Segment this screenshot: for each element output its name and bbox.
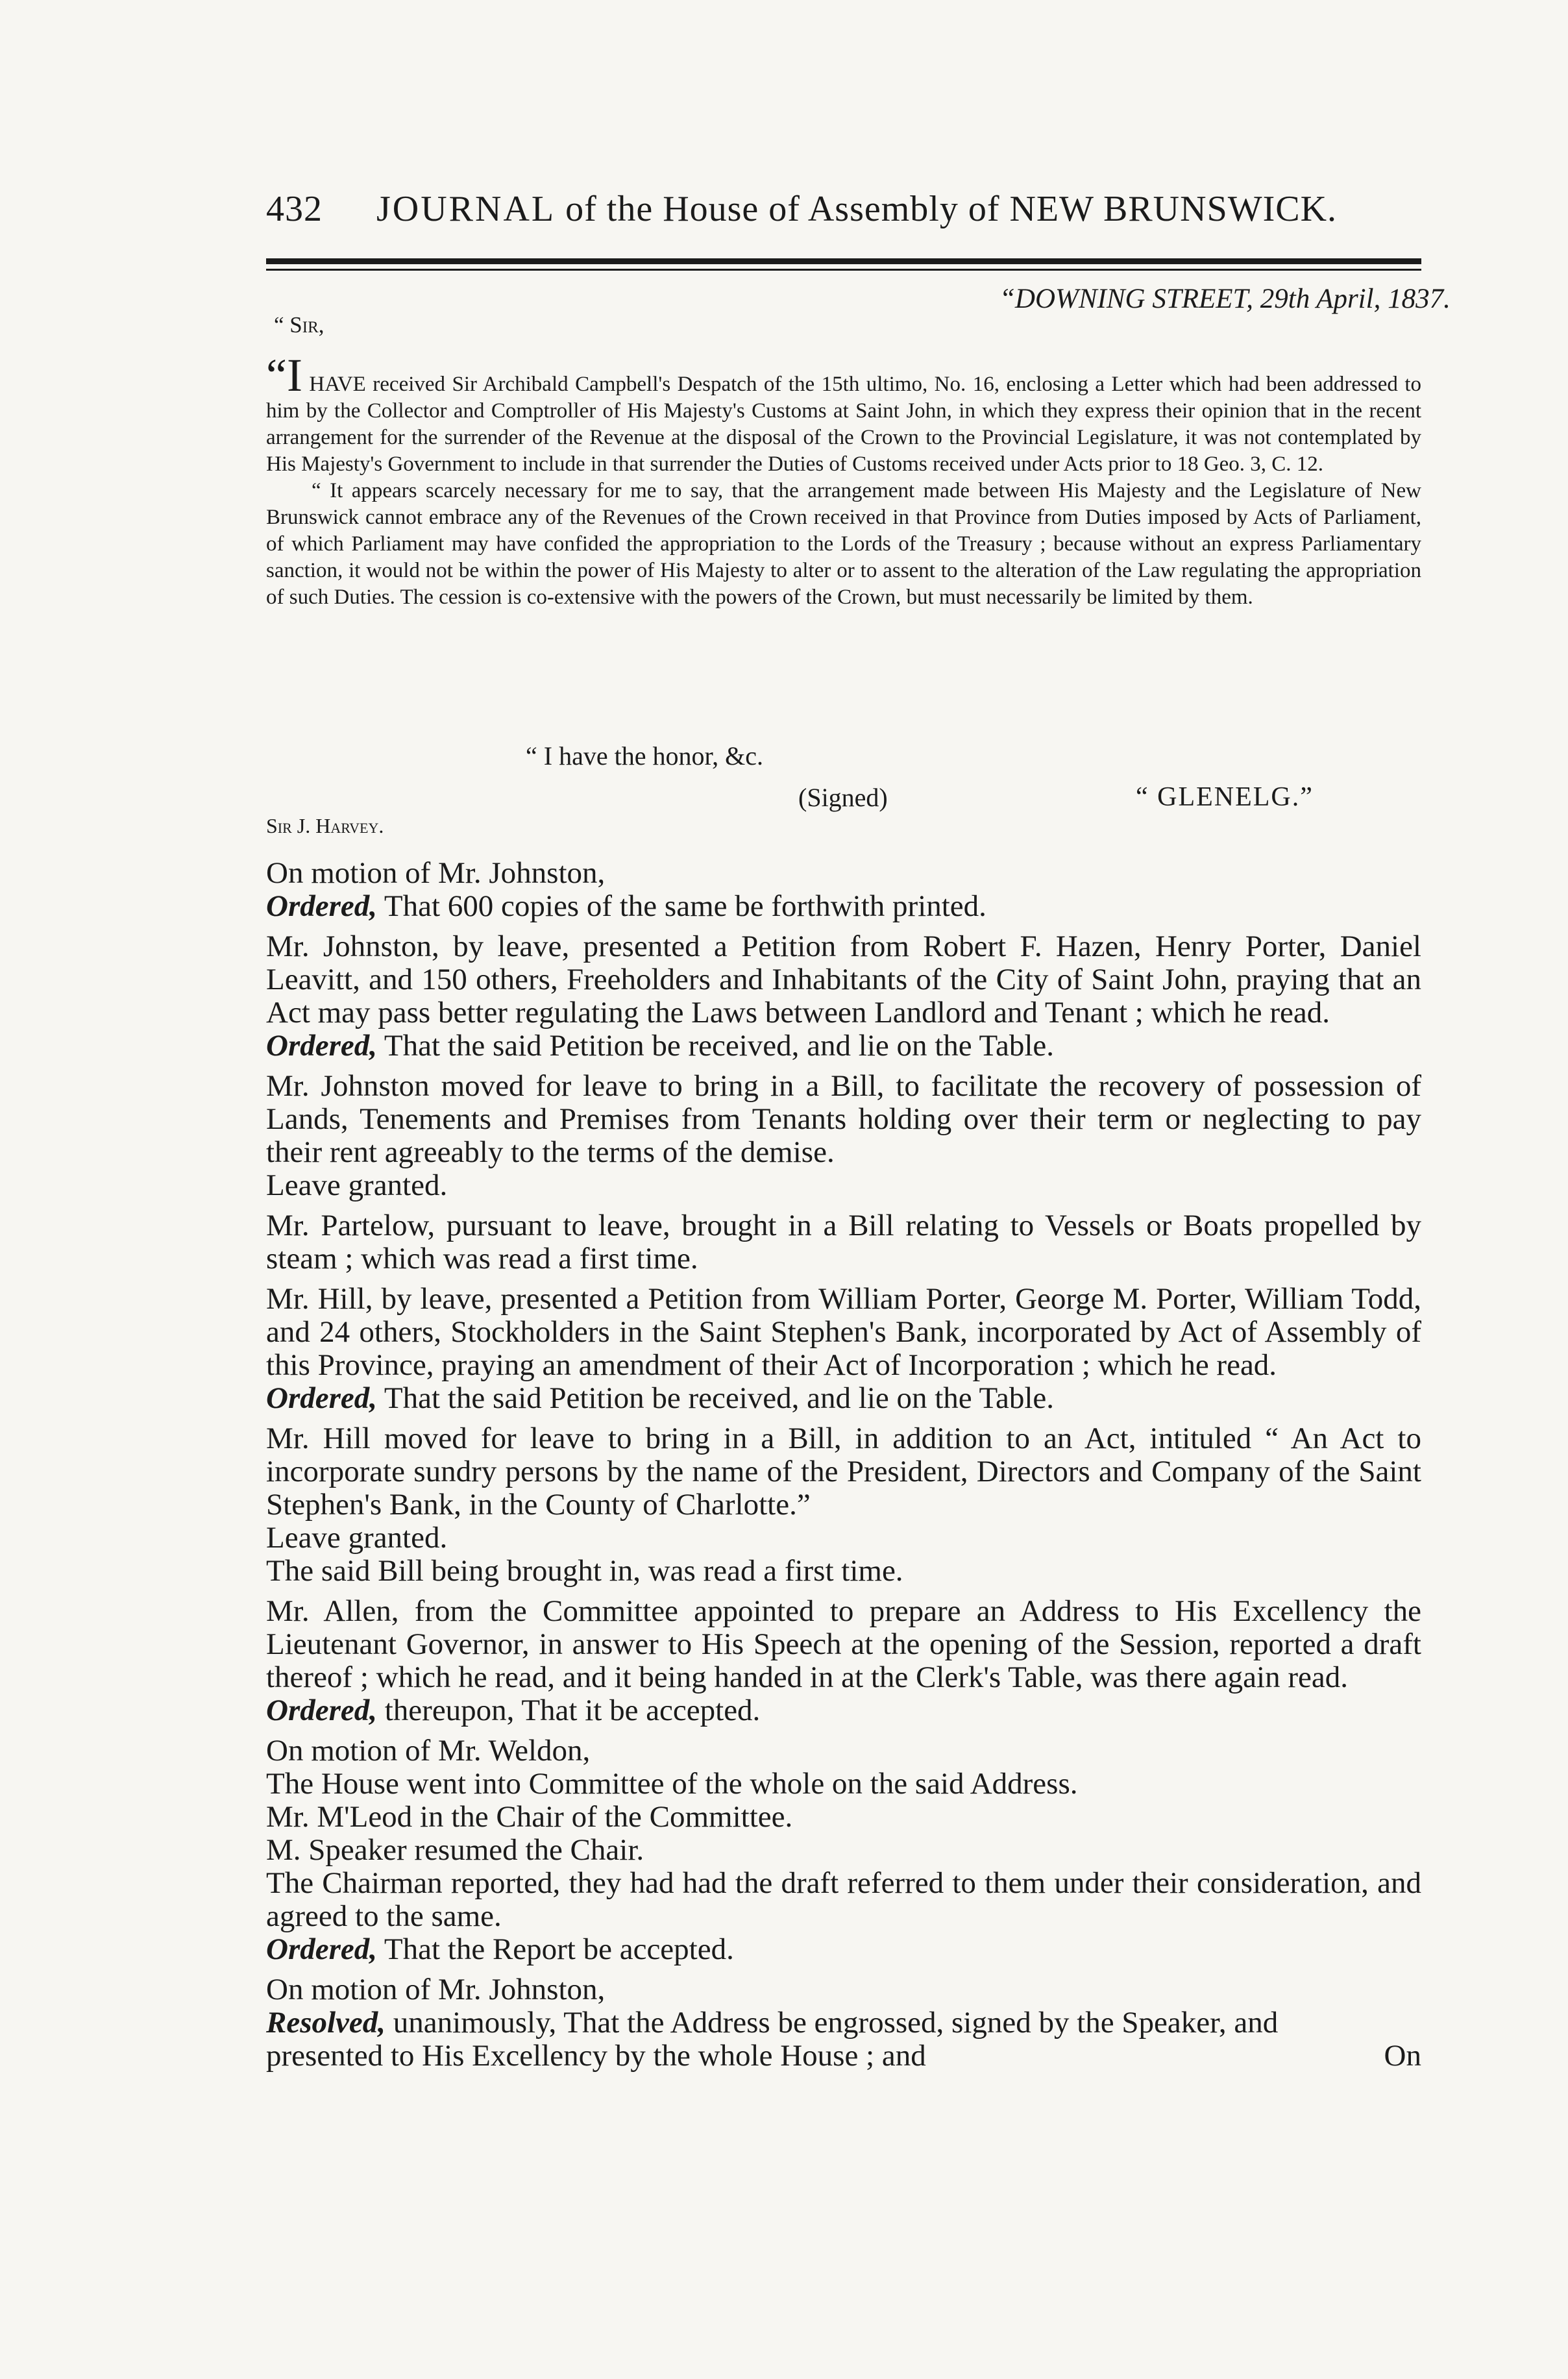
- minute-entry: Ordered, That the said Petition be received, and lie on the Table.: [266, 1029, 1055, 1063]
- minute-entry-last: presented to His Excellency by the whole House ; and On: [266, 2039, 1421, 2073]
- letter-paragraph-2: “ It appears scarcely necessary for me to say, that the arrangement made between His Majesty and the Legislature of New Brunswick cannot embrace any of the Revenues of the Crown received in that Province from Duties imposed by Acts of Parliament, of which Parliament may have confided the appropriation to the Lords of the Treasury ; because without an express Parliamentary sanction, it would not be within the power of His Majesty to alter or to assent to the alteration of the Law regulating the appropriation of such Duties. The cession is co-extensive with the powers of the Crown, but must necessarily be limited by them.: [266, 479, 1421, 609]
- minute-entry: On motion of Mr. Weldon,: [266, 1734, 591, 1768]
- header-rule-thick: [266, 258, 1421, 264]
- ordered-label: Ordered,: [266, 889, 377, 923]
- minute-entry: Mr. Johnston moved for leave to bring in a Bill, to facilitate the recovery of possession of Lands, Tenements and Premises from Tenants holding over their term or neglecting to pay their rent agreeably to the terms of the demise.: [266, 1069, 1421, 1169]
- minute-entry: On motion of Mr. Johnston,: [266, 856, 606, 890]
- letter-dateline: “DOWNING STREET, 29th April, 1837.: [999, 284, 1451, 314]
- catchword: On: [1384, 2039, 1421, 2073]
- letter-body: [266, 349, 1422, 611]
- minute-entry: Ordered, That 600 copies of the same be forthwith printed.: [266, 889, 986, 923]
- minute-entry: Ordered, That the said Petition be received, and lie on the Table.: [266, 1381, 1055, 1415]
- minute-entry: Ordered, thereupon, That it be accepted.: [266, 1694, 761, 1727]
- letter-addressee: Sir J. Harvey.: [266, 814, 384, 837]
- header-rule-thin: [266, 269, 1421, 271]
- ordered-label: Ordered,: [266, 1381, 377, 1415]
- letter-paragraph-1: “I HAVE received Sir Archibald Campbell's Despatch of the 15th ultimo, No. 16, enclosing a Letter which had been addressed to him by the Collector and Comptroller of His Majesty's Customs at Saint John, in which they express their opinion that in the recent arrangement for the surrender of the Revenue at the disposal of the Crown to the Provincial Legislature, it was not contemplated by His Majesty's Government to include in that surrender the Duties of Customs received under Acts prior to 18 Geo. 3, C. 12.: [266, 349, 1422, 476]
- minute-entry: M. Speaker resumed the Chair.: [266, 1833, 644, 1867]
- resolved-label: Resolved,: [266, 2006, 386, 2040]
- drop-cap: “I: [266, 349, 302, 401]
- minute-entry: Ordered, That the Report be accepted.: [266, 1932, 734, 1966]
- minute-entry: Leave granted.: [266, 1168, 448, 1202]
- running-header: [266, 188, 1421, 230]
- letter-salutation: “ Sir,: [274, 312, 325, 338]
- minute-entry: The said Bill being brought in, was read a first time.: [266, 1554, 903, 1588]
- minute-entry: The House went into Committee of the whole on the said Address.: [266, 1767, 1078, 1801]
- ordered-label: Ordered,: [266, 1694, 377, 1727]
- assembly-minutes: [266, 857, 1421, 2073]
- header-journal: JOURNAL: [376, 189, 556, 229]
- minute-entry: Mr. Partelow, pursuant to leave, brought in a Bill relating to Vessels or Boats propelled by steam ; which was read a first time.: [266, 1209, 1421, 1276]
- header-title: of the House of Assembly of NEW BRUNSWICK.: [565, 189, 1338, 229]
- minute-entry: Leave granted.: [266, 1521, 448, 1555]
- ordered-label: Ordered,: [266, 1029, 377, 1063]
- minute-entry: The Chairman reported, they had had the draft referred to them under their consideration, and agreed to the same.: [266, 1866, 1421, 1933]
- minute-entry: Mr. Johnston, by leave, presented a Petition from Robert F. Hazen, Henry Porter, Daniel Leavitt, and 150 others, Freeholders and Inhabitants of the City of Saint John, praying that an Act may pass better regulating the Laws between Landlord and Tenant ; which he read.: [266, 930, 1421, 1029]
- minute-entry: Mr. Allen, from the Committee appointed to prepare an Address to His Excellency the Lieutenant Governor, in answer to His Speech at the opening of the Session, reported a draft thereof ; which he read, and it being handed in at the Clerk's Table, was there again read.: [266, 1594, 1421, 1694]
- minute-entry: Mr. Hill moved for leave to bring in a Bill, in addition to an Act, intituled “ An Act to incorporate sundry persons by the name of the President, Directors and Company of the Saint Stephen's Bank, in the County of Charlotte.”: [266, 1422, 1421, 1522]
- minute-entry: Resolved, unanimously, That the Address be engrossed, signed by the Speaker, and: [266, 2006, 1279, 2040]
- minute-entry: Mr. M'Leod in the Chair of the Committee.: [266, 1800, 793, 1834]
- ordered-label: Ordered,: [266, 1932, 377, 1966]
- letter-signer: “ GLENELG.”: [1136, 782, 1314, 812]
- minute-entry: Mr. Hill, by leave, presented a Petition from William Porter, George M. Porter, William Todd, and 24 others, Stockholders in the Saint Stephen's Bank, incorporated by Act of Assembly of this Province, praying an amendment of their Act of Incorporation ; which he read.: [266, 1282, 1421, 1382]
- page-number: 432: [266, 189, 323, 229]
- letter-closing: “ I have the honor, &c.: [526, 741, 764, 770]
- letter-signed: (Signed): [798, 783, 888, 812]
- minute-entry: On motion of Mr. Johnston,: [266, 1973, 606, 2006]
